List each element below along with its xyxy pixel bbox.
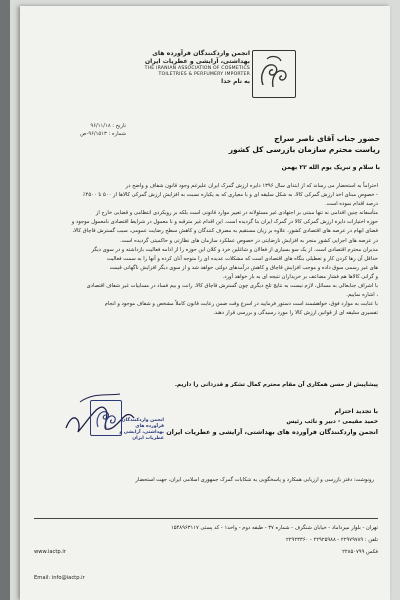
org-name-en-line1: THE IRANIAN ASSOCIATION OF COSMETICS: [144, 66, 250, 71]
body-line: در عرصه های اجرایی کشور منجر به افزایش نارضایتی در خصوص عملکرد سازمان های نظارتی و حاکمیتی گردیده است.: [119, 237, 378, 244]
greeting: با سلام و تبریک یوم الله ۲۲ بهمن: [281, 164, 380, 171]
cc-line: رونوشت: دفتر بازرسی و ارزیابی همکارد و پاسخگویی به شکایات گمرک جمهوری اسلامی ایران، جهت استحضار: [135, 477, 374, 483]
association-logo: [252, 50, 296, 98]
addressee-line1: حضور جناب آقای ناصر سراج: [274, 134, 380, 143]
footer-website: www.iactp.ir: [34, 549, 66, 555]
letter-body: [34, 182, 378, 318]
signer-org: انجمن واردکنندگان فرآورده های بهداشتی، آرایشی و عطریات ایران: [166, 428, 378, 436]
stamp-line2: بهداشتی، آرایشی و عطریات ایران: [119, 430, 164, 441]
footer-divider: [34, 518, 378, 519]
signature-block: [60, 406, 378, 437]
addressee-line2: ریاست محترم سازمان بازرسی کل کشور: [228, 145, 380, 154]
body-line: حداقل آن رها کردن کار و تعطیلی بنگاه های اقتصادی است که مشکلات عدیده ای را متوجه آنان کرده و آنها را به سمت فعالیت: [106, 255, 378, 262]
org-name-fa-line2: بهداشتی، آرایشی و عطریات ایران: [144, 58, 250, 65]
body-line: ، اشاره نماییم.: [346, 292, 378, 299]
body-line: احتراماً به استحضار می رساند که از ابتدای سال ۱۳۹۶ دایره ارزش گمرک ایران علیرغم وجود قانون شفاف و واضح در: [125, 183, 378, 189]
footer-email: Email: info@iactp.ir: [34, 575, 85, 581]
body-line: با عنایت به موارد فوق، خواهشمند است دستور فرمایید در اسرع وقت ضمن رعایت قانون کاملاً مشخص و شفاف موجود و انجام: [104, 301, 378, 308]
number-value: ۹۶/۱۵۱۳-ص: [80, 131, 107, 137]
body-line: مدیران محترم اقتصادی است. از یک سو بسیاری از فعالان و شاغلین خرد و کلان این حوزه را از ادامه فعالیت بازداشته و در سوی دیگر: [91, 246, 378, 253]
body-line: و گرانی کالاها هم فشار مضاعف بر خریداران نتیجه ای به بار خواهد آورد.: [222, 273, 378, 280]
regards-line: با تجدید احترام: [334, 408, 378, 415]
signer-name: حمید مقیمی - دبیر و نائب رئیس: [286, 419, 378, 425]
body-line: های غیر رسمی سوق داده و موجب افزایش قاچاق و کاهش درآمدهای دولتی خواهد شد و از سوی دیگر افزایش ناگهانی قیمت: [109, 264, 378, 271]
body-line: درصد اقدام نموده است.: [325, 201, 378, 208]
body-line: حوزه اختیارات دایره ارزش گمرکی کالا در گمرک ایران بنا گردیده است. این اقدام غیر مترقبه و نا معمول در شرایط اقتصادی نامعمول موجود و: [71, 219, 378, 226]
footer-address: تهران - بلوار میرداماد - خیابان شنگرف - شماره ۳۷ - طبقه دوم - واحد۱ - کد پستی ۱۵۴۸۹۶۳۱۱۷: [170, 525, 378, 531]
addressee: [50, 133, 380, 155]
org-name-fa-line1: انجمن واردکنندگان فرآورده های: [152, 50, 250, 57]
number-label: شماره :: [108, 131, 126, 137]
date-row: [36, 122, 126, 130]
org-name-en-line2: TOILETRIES & PERFUMERY IMPORTER: [158, 72, 250, 77]
footer-fax: فکس ۲۲۸۵۰۷۹۹: [342, 549, 378, 555]
footer-phone: تلفن : ۲۲۹۷۹۷۸۹ - ۲۲۹۲۵۹۸۸ - ۲۲۹۲۳۳۶۰: [285, 537, 378, 543]
body-line: فضای ابهام در عرصه های اقتصادی کشور، علاوه بر زیان مستقیم به مصرف کنندگان و کاهش سطح رضایت عمومی، سبب گسترش قاچاق کالا،: [72, 228, 378, 235]
bismillah: به نام خدا: [221, 78, 250, 85]
footer: [34, 522, 378, 581]
body-line: با اشراف جنابعالی به مسائل، لازم نیست به نتایج تلخ دیگری چون گسترش قاچاق کالا، رانت و بیم فساد در مسابیات غیر شفاف اقتصادی: [86, 283, 378, 290]
date-value: ۹۶/۱۱/۱۸: [90, 123, 111, 129]
association-logo-mark: [253, 51, 295, 97]
letterhead-org: [90, 50, 250, 110]
body-line: - خصوص مبنای اخذ ارزش گمرکی کالا، به شکل سلیقه ای و با معیاری که به یکباره نسبت به افزایش ارزش گمرکی کالاها از ۵۰۰ تا ۴۵۰۰٪: [82, 192, 378, 199]
letter-page: [20, 6, 390, 600]
date-label: تاریخ :: [112, 123, 126, 129]
body-line: متأسفانه چنین اقدامی نه تنها مبتنی بر اجتهادی غیر مسئولانه در تغییر موارد قانونی است بلکه بر رویکردی انتظامی و قضایی خارج از: [95, 210, 378, 217]
stamp-line1: انجمن واردکنندگان فرآورده های: [121, 418, 164, 429]
closing-line: پیشاپیش از حسن همکاری آن مقام محترم کمال تشکر و قدردانی را داریم.: [174, 382, 378, 388]
body-line: تفسیری سلیقه ای از قوانین ارزش کالا را مورد رسیدگی و بررسی قرار دهند.: [213, 310, 378, 317]
